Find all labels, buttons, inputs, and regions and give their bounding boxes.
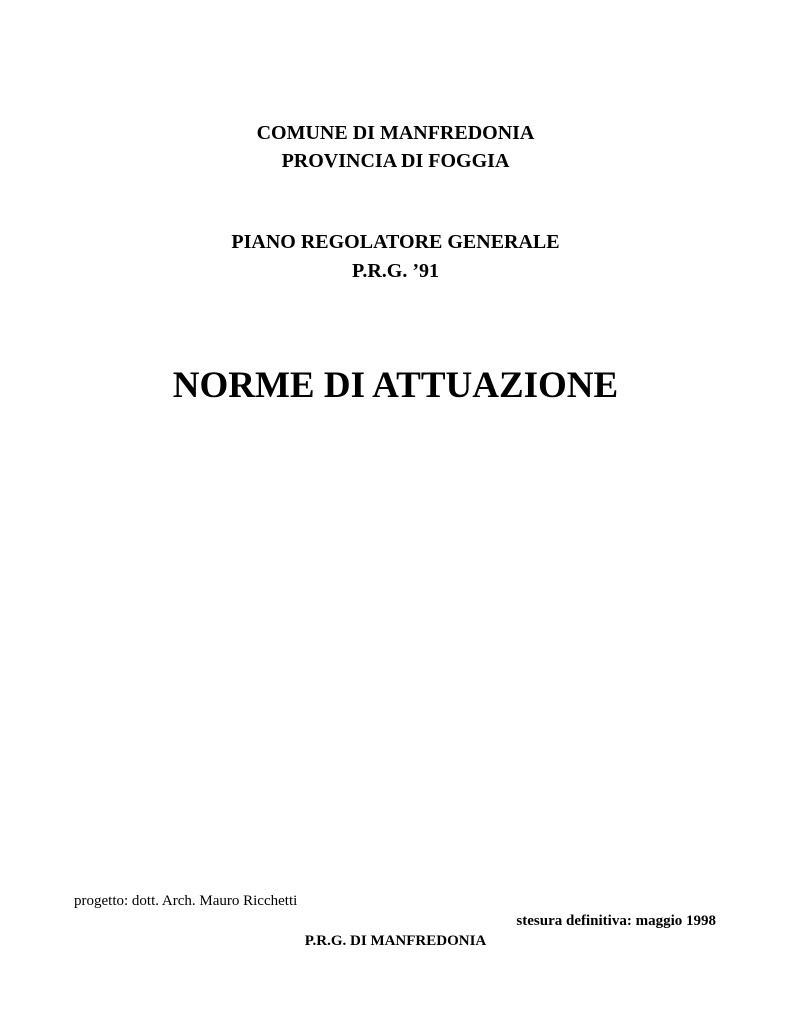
plan-code-heading: P.R.G. ’91 xyxy=(351,260,440,282)
final-draft-date: stesura definitiva: maggio 1998 xyxy=(516,913,716,929)
project-author: progetto: dott. Arch. Mauro Ricchetti xyxy=(74,893,298,909)
page-footer: P.R.G. DI MANFREDONIA xyxy=(304,933,487,949)
municipality-heading: COMUNE DI MANFREDONIA xyxy=(256,122,535,144)
province-heading: PROVINCIA DI FOGGIA xyxy=(281,150,510,172)
document-title: NORME DI ATTUAZIONE xyxy=(172,365,619,406)
plan-name-heading: PIANO REGOLATORE GENERALE xyxy=(231,231,560,253)
